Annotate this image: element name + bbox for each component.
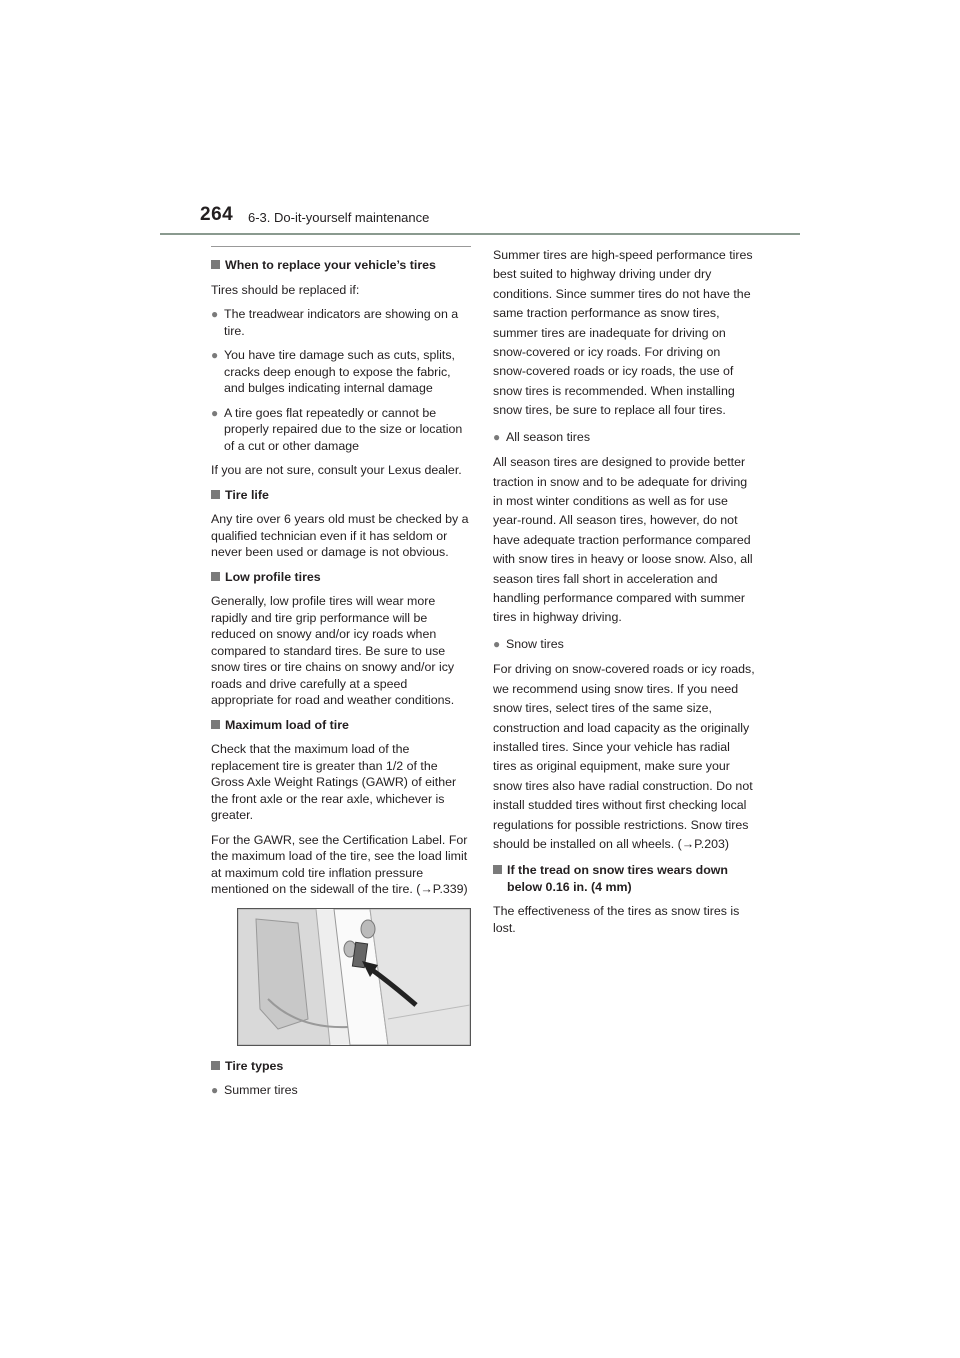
square-bullet-icon: [493, 865, 502, 874]
list-item: ● You have tire damage such as cuts, splits, cracks deep enough to expose the fabric, and bulges indicating internal damage: [211, 348, 455, 395]
when-replace-outro: If you are not sure, consult your Lexus dealer.: [211, 463, 462, 477]
summer-tires-body: Summer tires are high-speed performance tires best suited to highway driving under dry conditions. Since summer tires do not have the same traction performance as snow tires, summer tires are inadequate for driving on snow-covered or icy roads. For driving on snow-covered roads or icy roads, the use of snow tires is recommended. When installing snow tires, be sure to replace all four tires.: [493, 248, 753, 418]
heading-tread-snow: If the tread on snow tires wears down below 0.16 in. (4 mm): [493, 862, 755, 895]
circle-bullet-icon: ●: [211, 348, 219, 362]
list-item: ● All season tires: [493, 429, 591, 444]
circle-bullet-icon: ●: [211, 307, 219, 321]
section-title: 6-3. Do-it-yourself maintenance: [248, 210, 430, 225]
max-load-body-2: For the GAWR, see the Certification Label. For the maximum load of the tire, see the load limit at maximum cold tire inflation pressure mentioned on the sidewall of the tire. (→P.339): [211, 832, 468, 896]
tire-life-body: Any tire over 6 years old must be checked by a qualified technician even if it has seldom or never been used or damage is not obvious.: [211, 512, 469, 559]
list-item: ● A tire goes flat repeatedly or cannot be properly repaired due to the size or location of a cut or other damage: [211, 405, 463, 453]
circle-bullet-icon: ●: [211, 405, 219, 420]
square-bullet-icon: [211, 260, 220, 269]
circle-bullet-icon: ●: [211, 1083, 219, 1097]
list-item: ● The treadwear indicators are showing on a tire.: [211, 307, 459, 338]
circle-bullet-icon: ●: [493, 429, 501, 444]
all-season-body: All season tires are designed to provide better traction in snow and to be adequate for driving in most winter conditions as well as for use year-round. All season tires, however, do not have adequate traction performance compared with snow tires in heavy or loose snow. Also, all season tires fall short in acceleration and handling performance compared with summer tires in highway driving.: [493, 455, 753, 625]
left-column: [211, 246, 471, 1107]
header-divider: [160, 233, 800, 235]
square-bullet-icon: [211, 720, 220, 729]
circle-bullet-icon: ●: [493, 636, 501, 651]
heading-low-profile: Low profile tires: [211, 569, 471, 586]
right-column: [493, 246, 755, 944]
certification-label-illustration: [237, 908, 471, 1046]
max-load-body-1: Check that the maximum load of the replacement tire is greater than 1/2 of the Gross Axle Weight Ratings (GAWR) of either the front axle or the rear axle, whichever is greater.: [211, 742, 457, 822]
column-divider: [211, 246, 471, 247]
when-replace-intro: Tires should be replaced if:: [211, 282, 360, 297]
square-bullet-icon: [211, 490, 220, 499]
page-number: 264: [200, 204, 234, 225]
heading-tire-life: Tire life: [211, 487, 471, 504]
snow-tires-body: For driving on snow-covered roads or icy roads, we recommend using snow tires. If you need snow tires, select tires of the same size, construction and load capacity as the originally installed tires. Since your vehicle has radial tires as original equipment, make sure your snow tires also have radial construction. Do not install studded tires without first checking local regulations for possible restrictions. Snow tires should be installed on all wheels. (→P.203): [493, 662, 755, 851]
list-item: ● Summer tires: [211, 1083, 298, 1097]
list-item: ● Snow tires: [493, 636, 564, 651]
door-pillar-drawing: [238, 909, 470, 1045]
tread-body: The effectiveness of the tires as snow tires is lost.: [493, 904, 740, 935]
heading-tire-types: Tire types: [211, 1058, 471, 1075]
square-bullet-icon: [211, 572, 220, 581]
heading-when-to-replace: When to replace your vehicle’s tires: [211, 257, 471, 274]
heading-max-load: Maximum load of tire: [211, 717, 471, 734]
low-profile-body: Generally, low profile tires will wear more rapidly and tire grip performance will be reduced on snowy and/or icy roads when compared to standard tires. Be sure to use snow tires or tire chains on snowy and/or icy roads and drive carefully at a speed appropriate for road and weather conditions.: [211, 594, 455, 707]
square-bullet-icon: [211, 1061, 220, 1070]
